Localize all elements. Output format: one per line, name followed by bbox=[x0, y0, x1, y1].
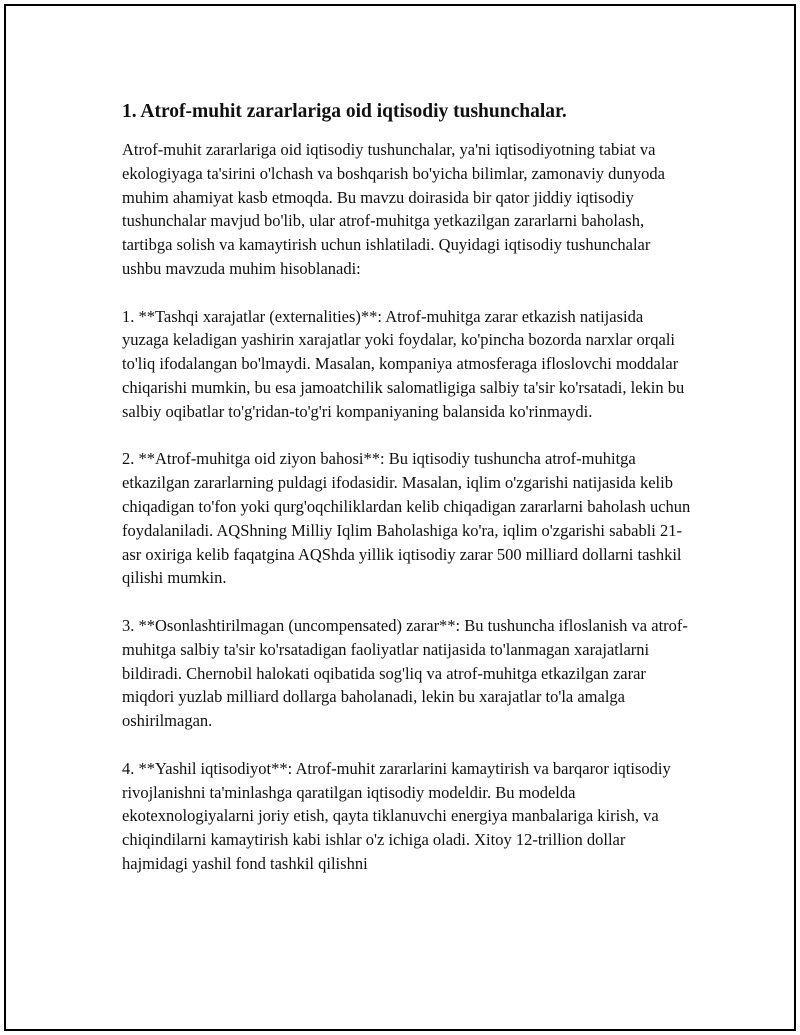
intro-paragraph: Atrof-muhit zararlariga oid iqtisodiy tushunchalar, ya'ni iqtisodiyotning tabiat va ekologiyaga ta'sirini o'lchash va boshqarish bo'yicha bilimlar, zamonaviy dunyoda muhim ahamiyat kasb etmoqda. Bu mavzu doirasida bir qator jiddiy iqtisodiy tushunchalar mavjud bo'lib, ular atrof-muhitga yetkazilgan zararlarni baholash, tartibga solish va kamaytirish uchun ishlatiladi. Quyidagi iqtisodiy tushunchalar ushbu mavzuda muhim hisoblanadi: bbox=[122, 140, 666, 278]
document-page bbox=[4, 4, 796, 1031]
document-body bbox=[122, 98, 692, 900]
paragraph-damage-cost: 2. **Atrof-muhitga oid ziyon bahosi**: Bu iqtisodiy tushuncha atrof-muhitga etkazilgan zararlarning puldagi ifodasidir. Masalan, iqlim o'zgarishi natijasida kelib chiqadigan to'fon yoki qurg'oqchiliklardan kelib chiqadigan zararlarni baholash uchun foydalaniladi. AQShning Milliy Iqlim Baholashiga ko'ra, iqlim o'zgarishi sababli 21-asr oxiriga kelib faqatgina AQShda yillik iqtisodiy zarar 500 milliard dollarni tashkil qilishi mumkin. bbox=[122, 449, 691, 588]
document-title: 1. Atrof-muhit zararlariga oid iqtisodiy tushunchalar. bbox=[122, 101, 567, 122]
paragraph-uncompensated-damage: 3. **Osonlashtirilmagan (uncompensated) zarar**: Bu tushuncha ifloslanish va atrof-muhitga salbiy ta'sir ko'rsatadigan faoliyatlar natijasida to'lanmagan xarajatlarni bildiradi. Chernobil halokati oqibatida sog'liq va atrof-muhitga etkazilgan zarar miqdori yuzlab milliard dollarga baholanadi, lekin bu xarajatlar to'la amalga oshirilmagan. bbox=[122, 615, 688, 731]
paragraph-externalities: 1. **Tashqi xarajatlar (externalities)**: Atrof-muhitga zarar etkazish natijasida yuzaga keladigan yashirin xarajatlar yoki foydalar, ko'pincha bozorda narxlar orqali to'liq ifodalangan bo'lmaydi. Masalan, kompaniya atmosferaga ifloslovchi moddalar chiqarishi mumkin, bu esa jamoatchilik salomatligiga salbiy ta'sir ko'rsatadi, lekin bu salbiy oqibatlar to'g'ridan-to'g'ri kompaniyaning balansida ko'rinmaydi. bbox=[122, 306, 685, 421]
paragraph-green-economy: 4. **Yashil iqtisodiyot**: Atrof-muhit zararlarini kamaytirish va barqaror iqtisodiy rivojlanishni ta'minlashga qaratilgan iqtisodiy modeldir. Bu modelda ekotexnologiyalarni joriy etish, qayta tiklanuvchi energiya manbalariga kirish, va chiqindilarni kamaytirish kabi ishlar o'z ichiga oladi. Xitoy 12-trillion dollar hajmidagi yashil fond tashkil qilishni bbox=[122, 758, 671, 873]
